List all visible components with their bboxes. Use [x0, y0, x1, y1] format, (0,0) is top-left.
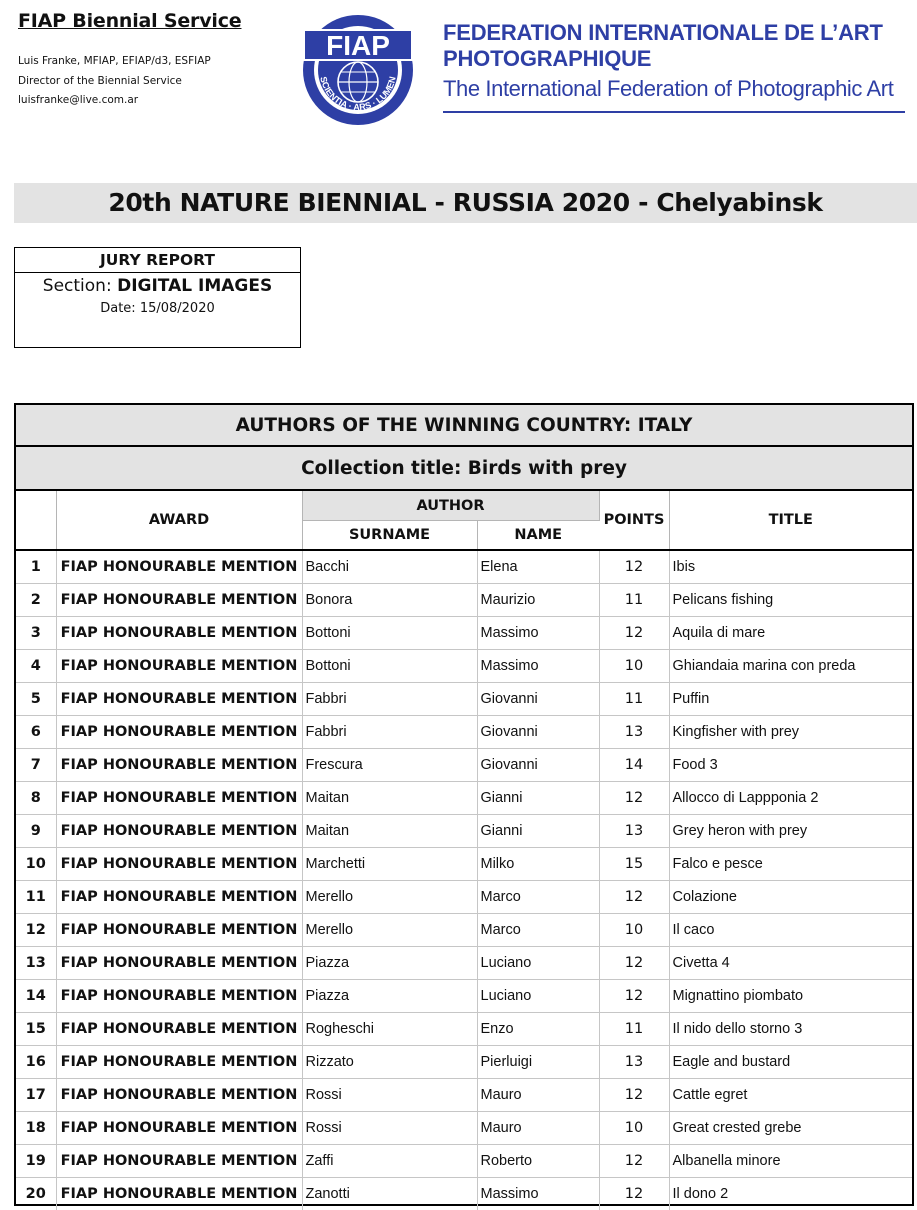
table-row	[16, 815, 912, 848]
row-number: 3	[16, 617, 56, 650]
table-row	[16, 1046, 912, 1079]
logo-letters: FIAP	[326, 30, 390, 61]
title-cell: Kingfisher with prey	[669, 716, 912, 749]
name-cell: Marco	[477, 914, 599, 947]
title-cell: Eagle and bustard	[669, 1046, 912, 1079]
name-cell: Massimo	[477, 1178, 599, 1210]
points-cell: 11	[599, 1013, 669, 1046]
table-row	[16, 550, 912, 584]
points-cell: 12	[599, 980, 669, 1013]
surname-cell: Maitan	[302, 815, 477, 848]
title-cell: Albanella minore	[669, 1145, 912, 1178]
surname-cell: Piazza	[302, 980, 477, 1013]
jury-report-heading: JURY REPORT	[15, 248, 300, 273]
row-number: 1	[16, 550, 56, 584]
surname-cell: Rizzato	[302, 1046, 477, 1079]
name-cell: Giovanni	[477, 749, 599, 782]
table-row	[16, 914, 912, 947]
title-cell: Falco e pesce	[669, 848, 912, 881]
row-number: 11	[16, 881, 56, 914]
table-row	[16, 1013, 912, 1046]
points-cell: 12	[599, 1145, 669, 1178]
name-cell: Mauro	[477, 1079, 599, 1112]
name-cell: Massimo	[477, 650, 599, 683]
surname-cell: Maitan	[302, 782, 477, 815]
points-cell: 13	[599, 1046, 669, 1079]
surname-cell: Merello	[302, 881, 477, 914]
row-number: 5	[16, 683, 56, 716]
logo-motto: SCIENTIA · ARS · LUMEN	[318, 76, 397, 113]
header-surname: SURNAME	[302, 521, 477, 551]
row-number: 18	[16, 1112, 56, 1145]
points-cell: 10	[599, 1112, 669, 1145]
table-row	[16, 716, 912, 749]
title-cell: Grey heron with prey	[669, 815, 912, 848]
row-number: 9	[16, 815, 56, 848]
points-cell: 10	[599, 650, 669, 683]
federation-underline	[443, 111, 905, 113]
name-cell: Giovanni	[477, 683, 599, 716]
table-row	[16, 584, 912, 617]
name-cell: Gianni	[477, 782, 599, 815]
row-number: 12	[16, 914, 56, 947]
surname-cell: Rossi	[302, 1112, 477, 1145]
name-cell: Milko	[477, 848, 599, 881]
surname-cell: Bonora	[302, 584, 477, 617]
header-award: AWARD	[56, 490, 302, 550]
award-cell: FIAP HONOURABLE MENTION	[56, 1145, 302, 1178]
jury-report-box	[14, 247, 301, 348]
name-cell: Elena	[477, 550, 599, 584]
jury-section-value: DIGITAL IMAGES	[117, 276, 272, 296]
name-cell: Marco	[477, 881, 599, 914]
award-cell: FIAP HONOURABLE MENTION	[56, 617, 302, 650]
points-cell: 13	[599, 716, 669, 749]
row-number: 13	[16, 947, 56, 980]
surname-cell: Merello	[302, 914, 477, 947]
surname-cell: Bacchi	[302, 550, 477, 584]
row-number: 7	[16, 749, 56, 782]
row-number: 20	[16, 1178, 56, 1210]
award-cell: FIAP HONOURABLE MENTION	[56, 1046, 302, 1079]
fiap-emblem-icon	[298, 10, 418, 130]
points-cell: 14	[599, 749, 669, 782]
title-cell: Aquila di mare	[669, 617, 912, 650]
service-info	[18, 10, 241, 111]
row-number: 4	[16, 650, 56, 683]
name-cell: Gianni	[477, 815, 599, 848]
title-cell: Puffin	[669, 683, 912, 716]
title-cell: Il caco	[669, 914, 912, 947]
award-cell: FIAP HONOURABLE MENTION	[56, 683, 302, 716]
header-author: AUTHOR	[302, 490, 599, 521]
row-number: 14	[16, 980, 56, 1013]
table-row	[16, 1112, 912, 1145]
award-cell: FIAP HONOURABLE MENTION	[56, 650, 302, 683]
header-title: TITLE	[669, 490, 912, 550]
name-cell: Luciano	[477, 980, 599, 1013]
title-cell: Great crested grebe	[669, 1112, 912, 1145]
surname-cell: Bottoni	[302, 617, 477, 650]
jury-date: Date: 15/08/2020	[15, 299, 300, 319]
surname-cell: Rossi	[302, 1079, 477, 1112]
title-cell: Colazione	[669, 881, 912, 914]
surname-cell: Bottoni	[302, 650, 477, 683]
table-row	[16, 881, 912, 914]
title-cell: Allocco di Lappponia 2	[669, 782, 912, 815]
header-name: NAME	[477, 521, 599, 551]
surname-cell: Piazza	[302, 947, 477, 980]
table-row	[16, 848, 912, 881]
award-cell: FIAP HONOURABLE MENTION	[56, 881, 302, 914]
table-row	[16, 1145, 912, 1178]
table-row	[16, 617, 912, 650]
title-cell: Mignattino piombato	[669, 980, 912, 1013]
table-row	[16, 947, 912, 980]
name-cell: Massimo	[477, 617, 599, 650]
award-cell: FIAP HONOURABLE MENTION	[56, 1112, 302, 1145]
row-number: 19	[16, 1145, 56, 1178]
points-cell: 11	[599, 683, 669, 716]
country-heading: AUTHORS OF THE WINNING COUNTRY: ITALY	[16, 405, 912, 446]
name-cell: Luciano	[477, 947, 599, 980]
table-row	[16, 683, 912, 716]
points-cell: 12	[599, 1079, 669, 1112]
award-cell: FIAP HONOURABLE MENTION	[56, 749, 302, 782]
federation-line-3: The International Federation of Photographic Art	[443, 72, 893, 106]
header-points: POINTS	[599, 490, 669, 550]
award-cell: FIAP HONOURABLE MENTION	[56, 1079, 302, 1112]
award-cell: FIAP HONOURABLE MENTION	[56, 914, 302, 947]
award-cell: FIAP HONOURABLE MENTION	[56, 1013, 302, 1046]
surname-cell: Zanotti	[302, 1178, 477, 1210]
row-number: 10	[16, 848, 56, 881]
award-cell: FIAP HONOURABLE MENTION	[56, 550, 302, 584]
points-cell: 12	[599, 550, 669, 584]
table-row	[16, 650, 912, 683]
header-number	[16, 490, 56, 550]
row-number: 16	[16, 1046, 56, 1079]
name-cell: Giovanni	[477, 716, 599, 749]
points-cell: 15	[599, 848, 669, 881]
title-cell: Pelicans fishing	[669, 584, 912, 617]
name-cell: Pierluigi	[477, 1046, 599, 1079]
collection-heading: Collection title: Birds with prey	[16, 446, 912, 490]
table-row	[16, 1079, 912, 1112]
jury-section-label: Section:	[43, 276, 117, 296]
surname-cell: Fabbri	[302, 683, 477, 716]
award-cell: FIAP HONOURABLE MENTION	[56, 848, 302, 881]
award-cell: FIAP HONOURABLE MENTION	[56, 584, 302, 617]
points-cell: 12	[599, 947, 669, 980]
points-cell: 11	[599, 584, 669, 617]
surname-cell: Rogheschi	[302, 1013, 477, 1046]
jury-section	[15, 274, 300, 299]
federation-line-1: FEDERATION INTERNATIONALE DE L’ART	[443, 20, 893, 46]
points-cell: 13	[599, 815, 669, 848]
federation-line-2: PHOTOGRAPHIQUE	[443, 46, 893, 72]
results-table	[14, 403, 914, 1206]
points-cell: 12	[599, 881, 669, 914]
award-cell: FIAP HONOURABLE MENTION	[56, 716, 302, 749]
award-cell: FIAP HONOURABLE MENTION	[56, 947, 302, 980]
award-cell: FIAP HONOURABLE MENTION	[56, 782, 302, 815]
points-cell: 12	[599, 782, 669, 815]
row-number: 2	[16, 584, 56, 617]
title-cell: Cattle egret	[669, 1079, 912, 1112]
points-cell: 10	[599, 914, 669, 947]
title-cell: Civetta 4	[669, 947, 912, 980]
surname-cell: Frescura	[302, 749, 477, 782]
award-cell: FIAP HONOURABLE MENTION	[56, 815, 302, 848]
row-number: 8	[16, 782, 56, 815]
federation-name	[443, 20, 893, 106]
name-cell: Roberto	[477, 1145, 599, 1178]
table-row	[16, 980, 912, 1013]
table-row	[16, 1178, 912, 1210]
surname-cell: Zaffi	[302, 1145, 477, 1178]
surname-cell: Fabbri	[302, 716, 477, 749]
table-row	[16, 749, 912, 782]
award-cell: FIAP HONOURABLE MENTION	[56, 980, 302, 1013]
title-cell: Food 3	[669, 749, 912, 782]
surname-cell: Marchetti	[302, 848, 477, 881]
event-title: 20th NATURE BIENNIAL - RUSSIA 2020 - Chelyabinsk	[14, 183, 917, 223]
service-person: Luis Franke, MFIAP, EFIAP/d3, ESFIAP	[18, 52, 241, 72]
row-number: 17	[16, 1079, 56, 1112]
name-cell: Maurizio	[477, 584, 599, 617]
table-row	[16, 782, 912, 815]
service-role: Director of the Biennial Service	[18, 72, 241, 92]
award-cell: FIAP HONOURABLE MENTION	[56, 1178, 302, 1210]
name-cell: Mauro	[477, 1112, 599, 1145]
service-title: FIAP Biennial Service	[18, 10, 241, 32]
points-cell: 12	[599, 1178, 669, 1210]
name-cell: Enzo	[477, 1013, 599, 1046]
row-number: 15	[16, 1013, 56, 1046]
row-number: 6	[16, 716, 56, 749]
title-cell: Ghiandaia marina con preda	[669, 650, 912, 683]
title-cell: Il dono 2	[669, 1178, 912, 1210]
title-cell: Il nido dello storno 3	[669, 1013, 912, 1046]
service-email[interactable]: luisfranke@live.com.ar	[18, 91, 241, 111]
title-cell: Ibis	[669, 550, 912, 584]
points-cell: 12	[599, 617, 669, 650]
